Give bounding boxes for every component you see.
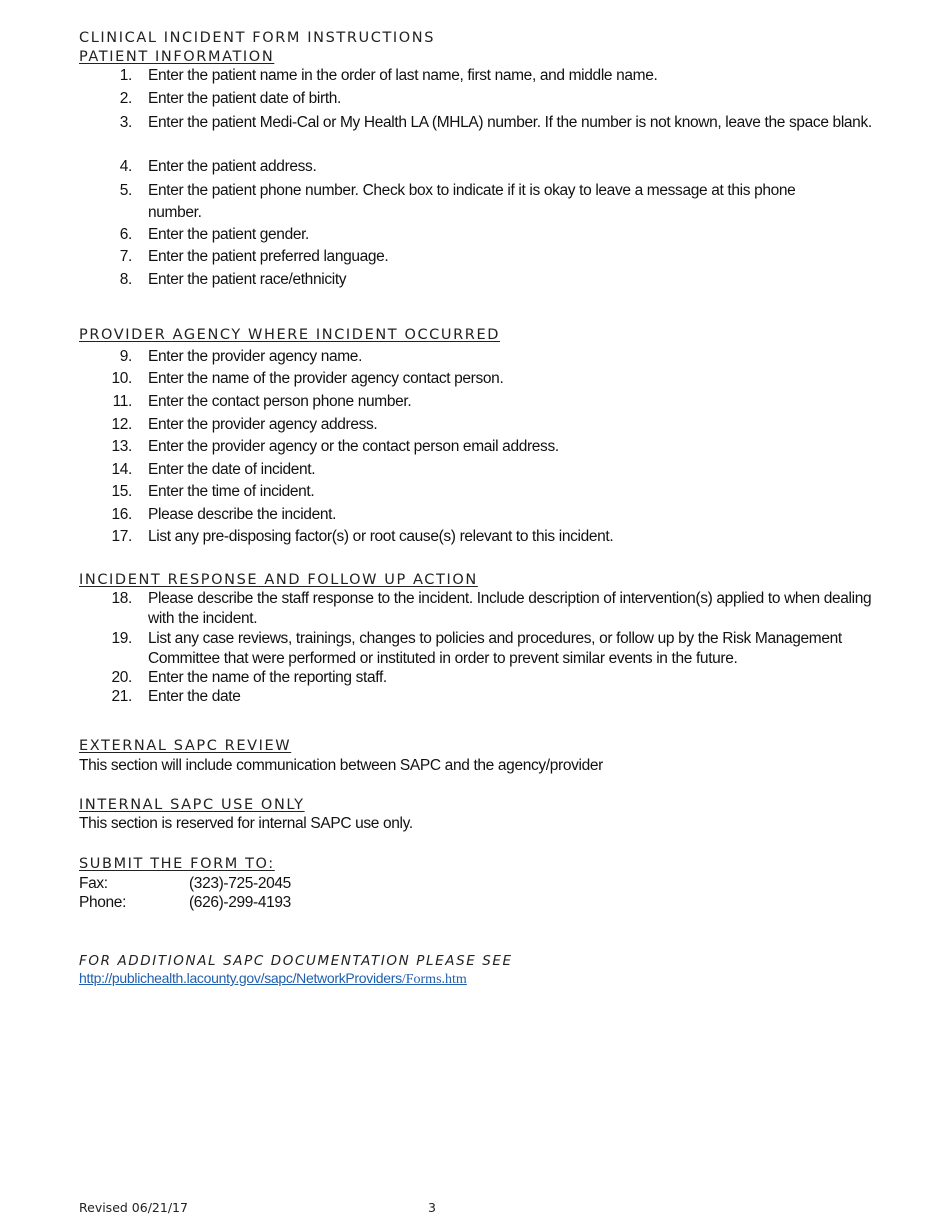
item-text: Enter the patient Medi-Cal or My Health LA (MHLA) number. If the number is not known, leave the space blank. bbox=[148, 114, 872, 131]
phone-number: (626)-299-4193 bbox=[189, 894, 291, 911]
item-text: Please describe the incident. bbox=[148, 506, 337, 523]
item-number: 8. bbox=[119, 271, 132, 288]
revised-date: Revised 06/21/17 bbox=[79, 1200, 188, 1215]
item-text: Enter the date of incident. bbox=[148, 461, 316, 478]
item-number: 11. bbox=[112, 393, 132, 410]
item-text: Enter the contact person phone number. bbox=[148, 393, 412, 410]
item-number: 1. bbox=[119, 67, 132, 84]
item-number: 5. bbox=[119, 182, 132, 199]
item-text: List any pre-disposing factor(s) or root cause(s) relevant to this incident. bbox=[148, 528, 614, 545]
item-text: Please describe the staff response to the incident. Include description of intervention(s) applied to when dealing with the incident. bbox=[148, 590, 872, 627]
item-text: Enter the patient date of birth. bbox=[148, 90, 342, 107]
documentation-link[interactable] bbox=[79, 970, 467, 988]
item-number: 7. bbox=[119, 248, 132, 265]
link-main-text: http://publichealth.lacounty.gov/sapc/NetworkProviders bbox=[79, 970, 402, 986]
item-number: 21. bbox=[111, 688, 132, 705]
item-text: Enter the name of the provider agency contact person. bbox=[148, 370, 504, 387]
item-number: 12. bbox=[111, 416, 132, 433]
item-number: 14. bbox=[111, 461, 132, 478]
item-number: 17. bbox=[111, 528, 132, 545]
item-text: Enter the name of the reporting staff. bbox=[148, 669, 387, 686]
page-number: 3 bbox=[428, 1200, 436, 1215]
external-review-heading: EXTERNAL SAPC REVIEW bbox=[79, 738, 292, 754]
phone-label: Phone: bbox=[79, 894, 127, 911]
patient-information-heading: PATIENT INFORMATION bbox=[79, 49, 275, 65]
fax-label: Fax: bbox=[79, 875, 108, 892]
item-text: Enter the provider agency name. bbox=[148, 348, 363, 365]
item-number: 19. bbox=[111, 630, 132, 647]
item-text: Enter the date bbox=[148, 688, 241, 705]
item-number: 15. bbox=[111, 483, 132, 500]
document-title: CLINICAL INCIDENT FORM INSTRUCTIONS bbox=[79, 30, 436, 46]
external-review-text: This section will include communication between SAPC and the agency/provider bbox=[79, 757, 603, 774]
item-text: Enter the provider agency or the contact person email address. bbox=[148, 438, 559, 455]
submit-heading: SUBMIT THE FORM TO: bbox=[79, 856, 275, 872]
item-number: 20. bbox=[111, 669, 132, 686]
item-number: 9. bbox=[119, 348, 132, 365]
item-number: 4. bbox=[119, 158, 132, 175]
provider-agency-heading: PROVIDER AGENCY WHERE INCIDENT OCCURRED bbox=[79, 327, 500, 343]
item-text: Enter the patient race/ethnicity bbox=[148, 271, 347, 288]
item-text: Enter the time of incident. bbox=[148, 483, 315, 500]
link-tail-text: /Forms.htm bbox=[401, 972, 467, 987]
item-text: List any case reviews, trainings, changes to policies and procedures, or follow up by the Risk Management Committee that were performed or instituted in order to prevent similar events in the future. bbox=[148, 630, 842, 667]
item-text: Enter the patient phone number. Check box to indicate if it is okay to leave a message at this phone number. bbox=[148, 182, 796, 221]
item-text: Enter the patient address. bbox=[148, 158, 317, 175]
item-text: Enter the patient name in the order of last name, first name, and middle name. bbox=[148, 67, 658, 84]
item-number: 2. bbox=[119, 90, 132, 107]
internal-use-heading: INTERNAL SAPC USE ONLY bbox=[79, 797, 305, 813]
additional-docs-heading: FOR ADDITIONAL SAPC DOCUMENTATION PLEASE SEE bbox=[79, 953, 513, 969]
item-number: 13. bbox=[111, 438, 132, 455]
item-number: 16. bbox=[111, 506, 132, 523]
item-number: 3. bbox=[119, 114, 132, 131]
item-text: Enter the provider agency address. bbox=[148, 416, 378, 433]
item-text: Enter the patient preferred language. bbox=[148, 248, 389, 265]
item-number: 18. bbox=[111, 590, 132, 607]
fax-number: (323)-725-2045 bbox=[189, 875, 291, 892]
incident-response-heading: INCIDENT RESPONSE AND FOLLOW UP ACTION bbox=[79, 572, 478, 588]
item-number: 6. bbox=[119, 226, 132, 243]
internal-use-text: This section is reserved for internal SAPC use only. bbox=[79, 815, 413, 832]
item-number: 10. bbox=[111, 370, 132, 387]
item-text: Enter the patient gender. bbox=[148, 226, 310, 243]
